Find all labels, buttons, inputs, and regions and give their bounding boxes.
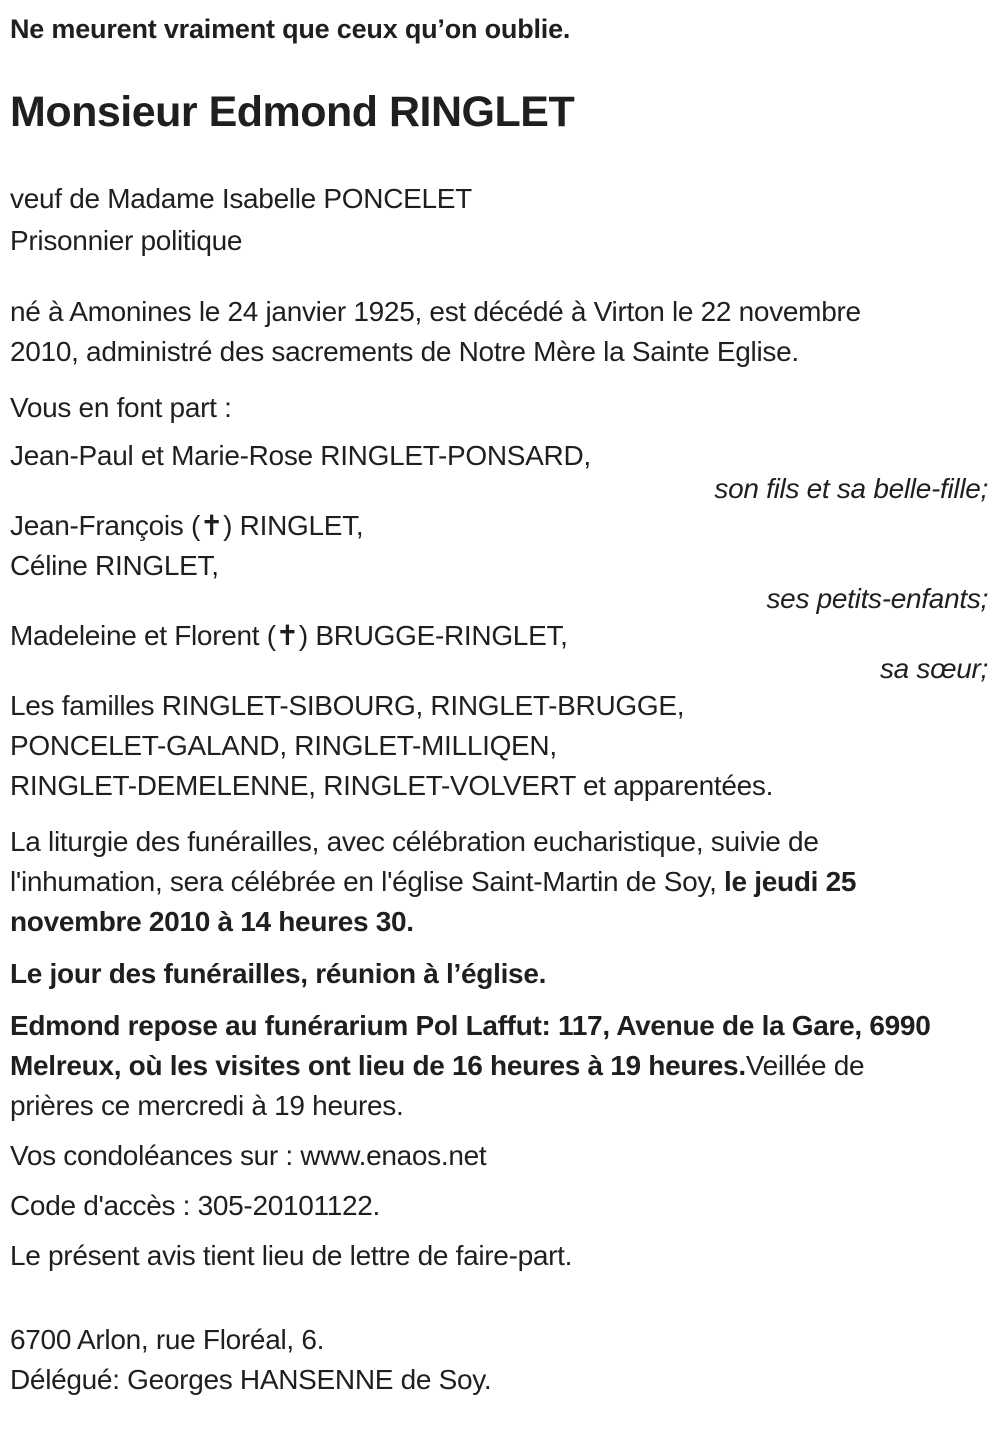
family-relation: ses petits-enfants;	[766, 583, 988, 614]
family-member-names: Jean-François (✝) RINGLET,	[10, 510, 364, 541]
family-relation: son fils et sa belle-fille;	[714, 473, 988, 504]
spouse-line: veuf de Madame Isabelle PONCELET	[10, 183, 472, 214]
liturgy-line-1: La liturgie des funérailles, avec célébration eucharistique, suivie de	[10, 826, 819, 857]
delegate-line: Délégué: Georges HANSENNE de Soy.	[10, 1364, 492, 1395]
address-line: 6700 Arlon, rue Floréal, 6.	[10, 1324, 325, 1355]
access-code-line: Code d'accès : 305-20101122.	[10, 1190, 381, 1221]
family-member-names: Les familles RINGLET-SIBOURG, RINGLET-BRUGGE,	[10, 690, 685, 721]
meeting-line: Le jour des funérailles, réunion à l’église.	[10, 958, 547, 989]
visiting-hours: Melreux, où les visites ont lieu de 16 heures à 19 heures.	[10, 1050, 746, 1081]
birth-death-line-1: né à Amonines le 24 janvier 1925, est décédé à Virton le 22 novembre	[10, 296, 861, 327]
liturgy-line-2-text: l'inhumation, sera célébrée en l'église Saint-Martin de Soy,	[10, 866, 725, 897]
repose-paragraph	[10, 1006, 988, 1126]
condolences-line: Vos condoléances sur : www.enaos.net	[10, 1140, 487, 1171]
family-member-names: RINGLET-DEMELENNE, RINGLET-VOLVERT et apparentées.	[10, 770, 774, 801]
funeral-date-end: novembre 2010 à 14 heures 30.	[10, 906, 414, 937]
repose-line-3: prières ce mercredi à 19 heures.	[10, 1090, 404, 1121]
announcement-intro: Vous en font part :	[10, 392, 232, 423]
undertaker-footer	[10, 1320, 988, 1400]
family-member-names: Céline RINGLET,	[10, 550, 219, 581]
birth-death-paragraph	[10, 292, 988, 372]
repose-line-2	[10, 1046, 988, 1086]
liturgy-line-2	[10, 862, 988, 902]
epitaph: Ne meurent vraiment que ceux qu’on oublie.	[10, 14, 571, 44]
deceased-name: Monsieur Edmond RINGLET	[10, 88, 575, 136]
distinction-line: Prisonnier politique	[10, 225, 243, 256]
family-member-names: PONCELET-GALAND, RINGLET-MILLIQEN,	[10, 730, 557, 761]
deceased-subtitle	[10, 178, 988, 262]
funeral-date-start: le jeudi 25	[724, 866, 857, 897]
family-list	[10, 436, 988, 806]
birth-death-line-2: 2010, administré des sacrements de Notre Mère la Sainte Eglise.	[10, 336, 799, 367]
repose-line-1: Edmond repose au funérarium Pol Laffut: 117, Avenue de la Gare, 6990	[10, 1010, 931, 1041]
vigil-start: Veillée de	[745, 1050, 865, 1081]
legal-notice-line: Le présent avis tient lieu de lettre de faire-part.	[10, 1240, 573, 1271]
family-member-names: Jean-Paul et Marie-Rose RINGLET-PONSARD,	[10, 440, 591, 471]
family-member-names: Madeleine et Florent (✝) BRUGGE-RINGLET,	[10, 620, 568, 651]
family-relation: sa sœur;	[879, 653, 988, 684]
liturgy-paragraph	[10, 822, 988, 942]
